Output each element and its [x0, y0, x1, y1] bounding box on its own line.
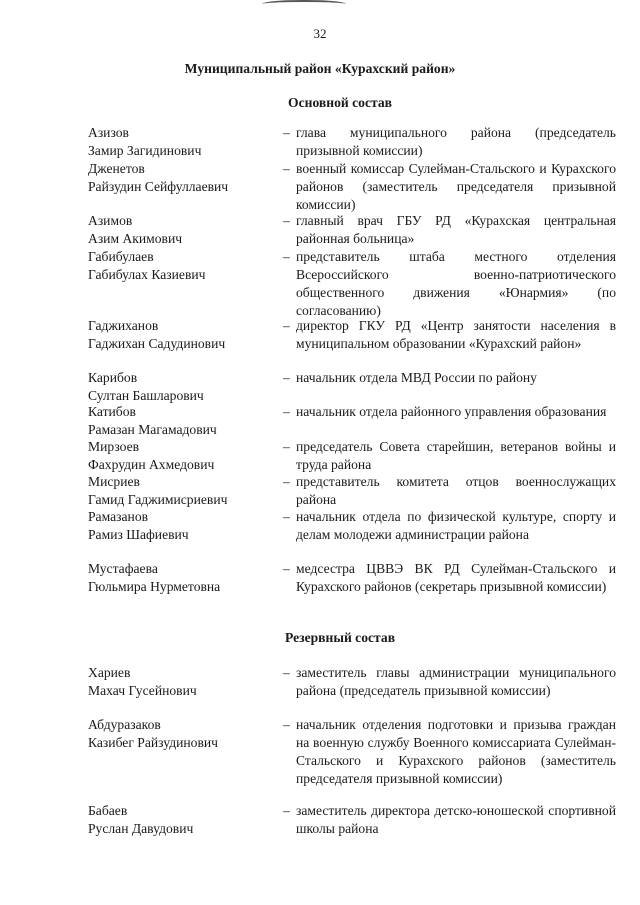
member-surname: Карибов [88, 370, 138, 385]
member-name [88, 317, 278, 353]
member-given-name: Казибег Райзудинович [88, 735, 218, 750]
page-title: Муниципальный район «Курахский район» [184, 61, 456, 76]
member-given-name: Гюльмира Нурметовна [88, 579, 221, 594]
member-surname: Гаджиханов [88, 318, 159, 333]
dash-separator: – [283, 249, 290, 264]
dash-separator: – [283, 213, 290, 228]
member-surname: Абдуразаков [88, 717, 161, 732]
dash-separator: – [283, 318, 290, 333]
member-given-name: Гамид Гаджимисриевич [88, 492, 228, 507]
member-name [88, 160, 278, 196]
member-role: глава муниципального района (председатель призывной комиссии) [296, 125, 616, 158]
dash-separator: – [283, 125, 290, 140]
member-name [88, 473, 278, 509]
dash-separator: – [283, 665, 290, 680]
member-name [88, 212, 278, 248]
member-name [88, 369, 278, 405]
member-name [88, 560, 278, 596]
dash-separator: – [283, 439, 290, 454]
member-given-name: Махач Гусейнович [88, 683, 197, 698]
member-surname: Азизов [88, 125, 129, 140]
member-given-name: Рамиз Шафиевич [88, 527, 189, 542]
page-number: 32 [313, 26, 327, 41]
member-given-name: Замир Загидинович [88, 143, 202, 158]
dash-separator: – [283, 474, 290, 489]
member-role: заместитель директора детско-юношеской спортивной школы района [296, 803, 616, 836]
top-edge-mark [262, 0, 346, 8]
member-given-name: Руслан Давудович [88, 821, 194, 836]
member-role: медсестра ЦВВЭ ВК РД Сулейман-Стальского и Курахского районов (секретарь призывной комиссии) [296, 561, 616, 594]
member-given-name: Рамазан Магамадович [88, 422, 217, 437]
dash-separator: – [283, 561, 290, 576]
member-surname: Мустафаева [88, 561, 158, 576]
member-role: главный врач ГБУ РД «Курахская центральная районная больница» [296, 213, 616, 246]
dash-separator: – [283, 404, 290, 419]
member-given-name: Султан Башларович [88, 388, 204, 403]
member-name [88, 438, 278, 474]
dash-separator: – [283, 509, 290, 524]
member-surname: Мирзоев [88, 439, 140, 454]
member-surname: Рамазанов [88, 509, 149, 524]
member-name [88, 124, 278, 160]
member-role: представитель штаба местного отделения Всероссийского военно-патриотического общественного движения «Юнармия» (по согласованию) [296, 249, 616, 318]
member-role: заместитель главы администрации муниципального района (председатель призывной комиссии) [296, 665, 616, 698]
member-role: председатель Совета старейшин, ветеранов войны и труда района [296, 439, 616, 472]
member-name [88, 403, 278, 439]
member-name [88, 664, 278, 700]
section-heading-main: Основной состав [288, 95, 392, 110]
member-surname: Катибов [88, 404, 136, 419]
member-given-name: Гаджихан Садудинович [88, 336, 226, 351]
section-heading-reserve: Резервный состав [284, 630, 396, 645]
member-surname: Дженетов [88, 161, 145, 176]
member-role: начальник отдела МВД России по району [296, 370, 537, 385]
member-given-name: Азим Акимович [88, 231, 183, 246]
member-role: начальник отдела по физической культуре, спорту и делам молодежи администрации района [296, 509, 616, 542]
dash-separator: – [283, 717, 290, 732]
member-name [88, 716, 278, 752]
member-role: директор ГКУ РД «Центр занятости населения в муниципальном образовании «Курахский район» [296, 318, 616, 351]
member-name [88, 248, 278, 284]
member-role: начальник отделения подготовки и призыва граждан на военную службу Военного комиссариата Сулейман-Стальского и Курахского районов (заместитель председателя призывной комиссии) [296, 717, 616, 786]
dash-separator: – [283, 803, 290, 818]
member-name [88, 802, 278, 838]
member-surname: Хариев [88, 665, 131, 680]
member-role: начальник отдела районного управления образования [296, 404, 607, 419]
member-role: военный комиссар Сулейман-Стальского и Курахского районов (заместитель председателя призывной комиссии) [296, 161, 616, 212]
member-surname: Габибулаев [88, 249, 154, 264]
member-given-name: Фахрудин Ахмедович [88, 457, 215, 472]
member-given-name: Габибулах Казиевич [88, 267, 206, 282]
member-name [88, 508, 278, 544]
dash-separator: – [283, 161, 290, 176]
member-surname: Мисриев [88, 474, 140, 489]
member-surname: Азимов [88, 213, 133, 228]
member-given-name: Райзудин Сейфуллаевич [88, 179, 229, 194]
dash-separator: – [283, 370, 290, 385]
member-role: представитель комитета отцов военнослужащих района [296, 474, 616, 507]
member-surname: Бабаев [88, 803, 128, 818]
